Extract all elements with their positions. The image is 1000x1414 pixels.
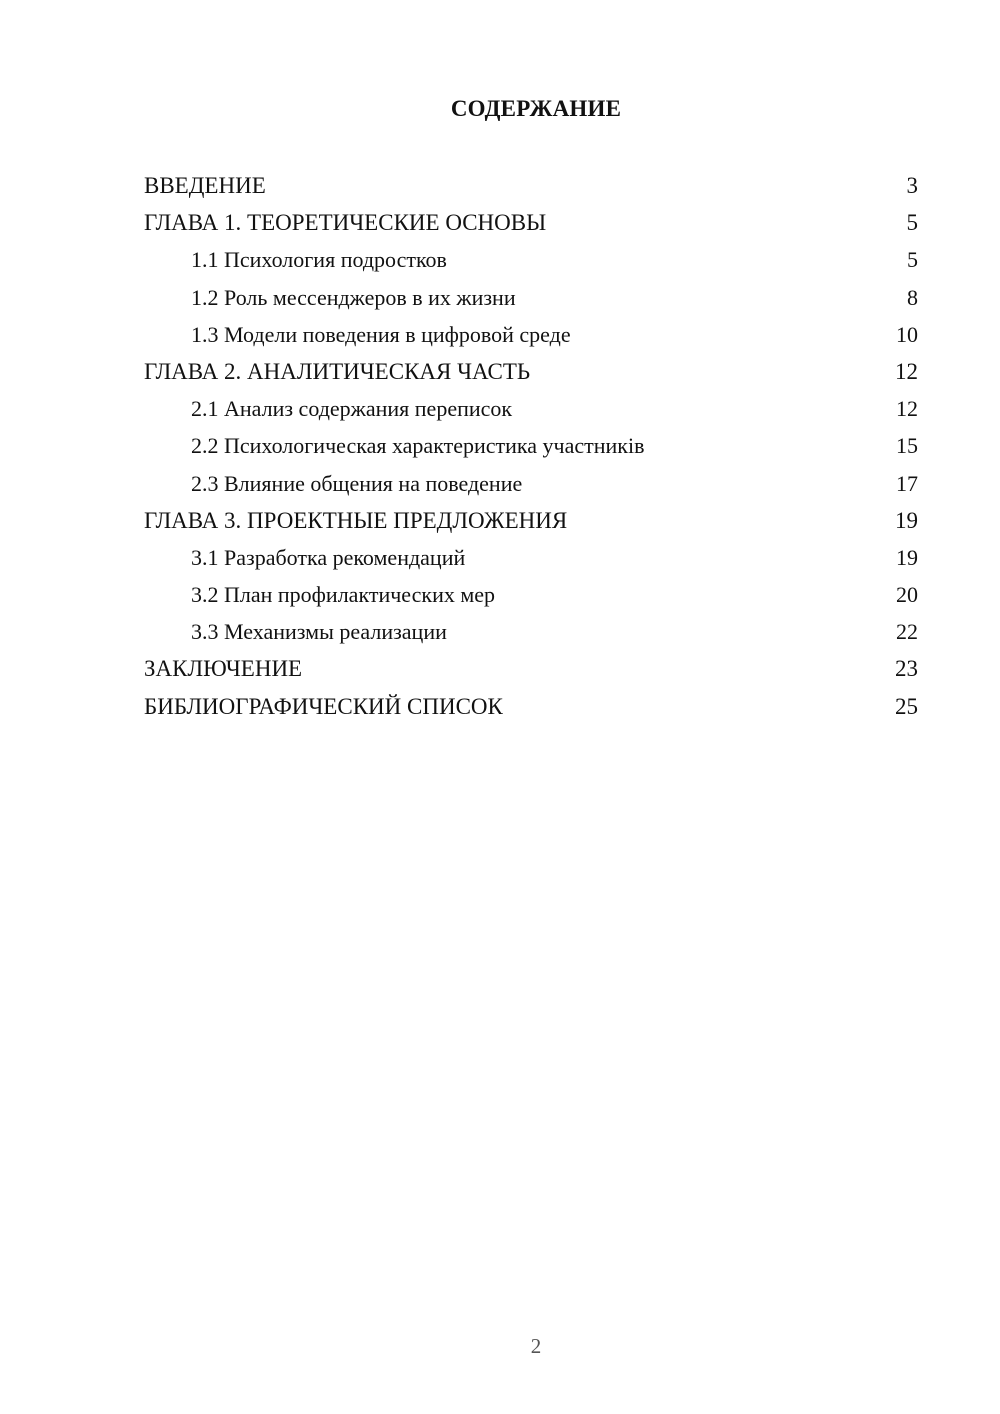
toc-entry-13[interactable] xyxy=(144,613,918,650)
toc-entry-11[interactable] xyxy=(144,539,918,576)
toc-entry-label: БИБЛИОГРАФИЧЕСКИЙ СПИСОК xyxy=(144,693,503,719)
toc-entry-label: 3.3 Механизмы реализации xyxy=(191,619,447,645)
toc-entry-page: 19 xyxy=(895,507,918,533)
toc-entry-page: 23 xyxy=(895,656,918,682)
toc-entry-9[interactable] xyxy=(144,465,918,502)
toc-entry-page: 8 xyxy=(907,284,918,310)
toc-entry-label: 1.1 Психология подростков xyxy=(191,247,447,273)
toc-entry-label: ГЛАВА 2. АНАЛИТИЧЕСКАЯ ЧАСТЬ xyxy=(144,358,531,384)
toc-entry-label: 3.2 План профилактических мер xyxy=(191,582,496,608)
toc-entry-4[interactable] xyxy=(144,279,918,316)
toc-entry-page: 12 xyxy=(895,358,918,384)
toc-entry-label: 1.2 Роль мессенджеров в их жизни xyxy=(191,284,516,310)
toc-entry-label: ВВЕДЕНИЕ xyxy=(144,173,266,198)
toc-entry-page: 22 xyxy=(896,619,918,645)
toc-entry-label: 2.2 Психологическая характеристика участників xyxy=(191,433,645,459)
table-of-contents xyxy=(144,167,918,725)
toc-entry-label: ЗАКЛЮЧЕНИЕ xyxy=(144,656,303,682)
toc-entry-page: 17 xyxy=(896,470,918,496)
toc-entry-2[interactable] xyxy=(144,204,918,241)
toc-entry-page: 3 xyxy=(906,173,918,198)
toc-entry-page: 10 xyxy=(896,321,918,347)
toc-entry-label: ГЛАВА 1. ТЕОРЕТИЧЕСКИЕ ОСНОВЫ xyxy=(144,210,547,236)
toc-entry-label: 2.3 Влияние общения на поведение xyxy=(191,470,523,496)
toc-entry-page: 12 xyxy=(896,396,918,422)
toc-entry-page: 5 xyxy=(906,210,918,236)
toc-entry-label: 1.3 Модели поведения в цифровой среде xyxy=(191,321,571,347)
toc-entry-15[interactable] xyxy=(144,688,918,725)
toc-entry-8[interactable] xyxy=(144,427,918,464)
toc-entry-10[interactable] xyxy=(144,502,918,539)
toc-entry-page: 15 xyxy=(896,433,918,459)
toc-entry-14[interactable] xyxy=(144,650,918,687)
toc-entry-3[interactable] xyxy=(144,241,918,278)
page-number: 2 xyxy=(530,1334,542,1358)
toc-entry-page: 25 xyxy=(895,693,918,719)
toc-entry-7[interactable] xyxy=(144,390,918,427)
page-title: СОДЕРЖАНИЕ xyxy=(450,96,622,121)
toc-entry-5[interactable] xyxy=(144,316,918,353)
toc-entry-1[interactable] xyxy=(144,167,918,204)
toc-entry-12[interactable] xyxy=(144,576,918,613)
toc-entry-label: 2.1 Анализ содержания переписок xyxy=(191,396,513,422)
toc-entry-label: ГЛАВА 3. ПРОЕКТНЫЕ ПРЕДЛОЖЕНИЯ xyxy=(144,507,568,533)
toc-entry-label: 3.1 Разработка рекомендаций xyxy=(191,544,466,570)
toc-entry-6[interactable] xyxy=(144,353,918,390)
toc-entry-page: 5 xyxy=(907,247,918,273)
toc-entry-page: 20 xyxy=(896,582,918,608)
toc-entry-page: 19 xyxy=(896,544,918,570)
